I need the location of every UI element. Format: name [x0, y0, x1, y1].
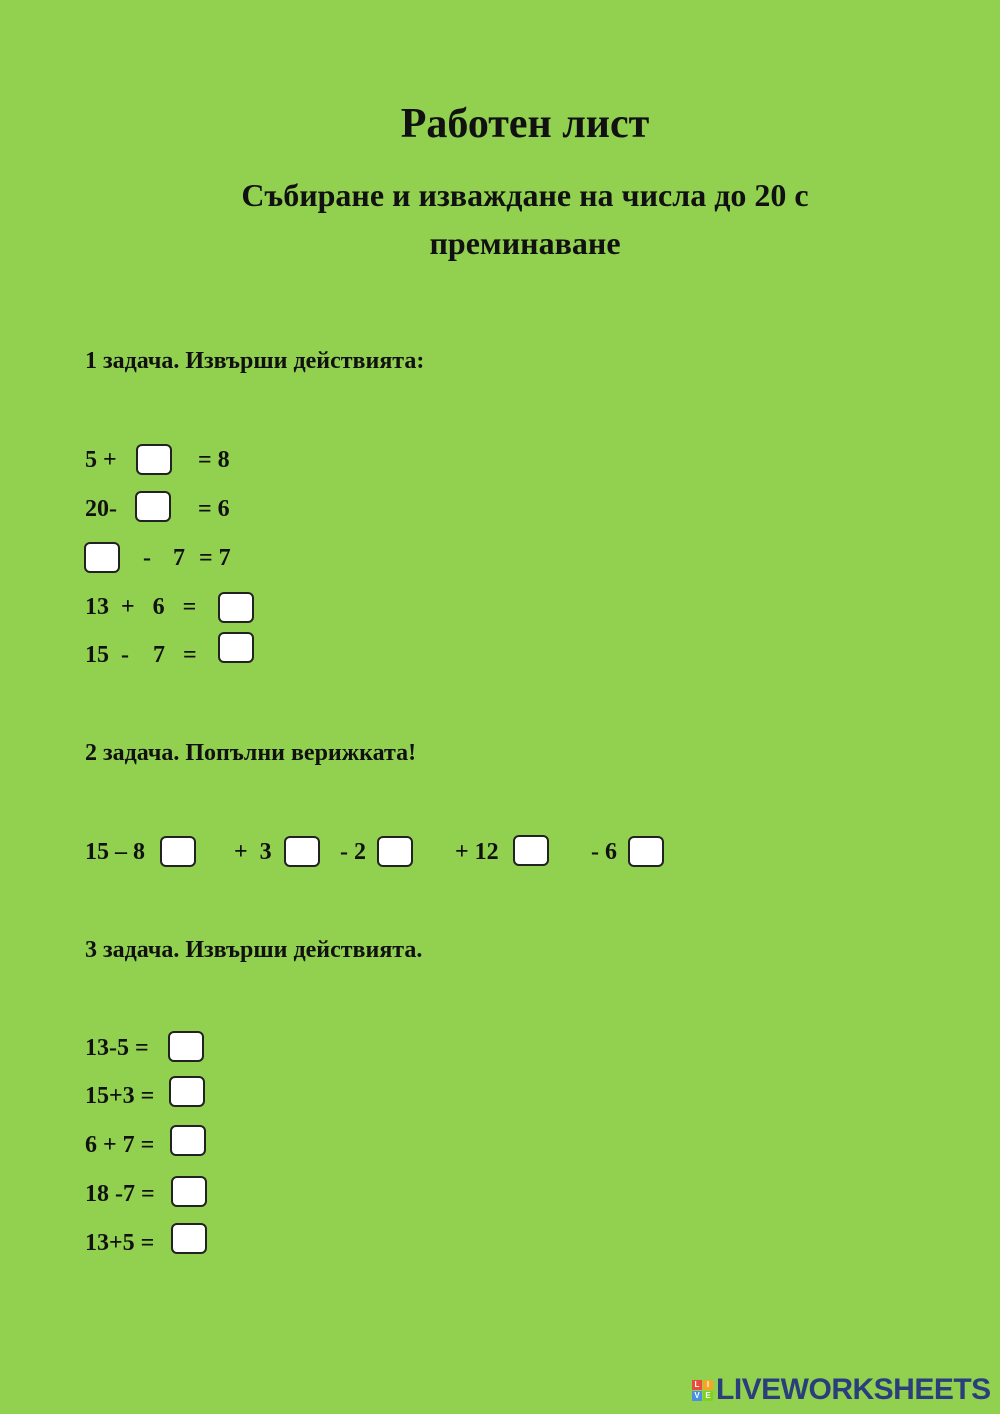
task2-chain-box-3[interactable]	[377, 836, 413, 867]
task1-row3-right: = 7	[199, 545, 231, 571]
task2-chain-step-5: - 6	[591, 839, 617, 865]
logo-block-l: L	[692, 1380, 702, 1390]
task1-heading: 1 задача. Извърши действията:	[85, 348, 425, 374]
task1-row1-right: = 8	[198, 447, 230, 473]
task3-row1-answer-box[interactable]	[168, 1031, 204, 1062]
liveworksheets-logo-icon	[692, 1380, 713, 1401]
task1-row1-answer-box[interactable]	[136, 444, 172, 475]
task3-row4-expression: 18 -7 =	[85, 1181, 155, 1207]
task2-chain-box-5[interactable]	[628, 836, 664, 867]
page-title: Работен лист	[400, 101, 650, 147]
task1-row1-left: 5 +	[85, 447, 117, 473]
task3-row2-answer-box[interactable]	[169, 1076, 205, 1107]
task1-row5-answer-box[interactable]	[218, 632, 254, 663]
task3-row4-answer-box[interactable]	[171, 1176, 207, 1207]
task3-row1-expression: 13-5 =	[85, 1035, 149, 1061]
logo-block-e: E	[703, 1391, 713, 1401]
task2-heading: 2 задача. Попълни верижката!	[85, 740, 417, 766]
page-subtitle-line2: преминаване	[429, 225, 621, 261]
task2-chain-box-2[interactable]	[284, 836, 320, 867]
task2-chain-box-1[interactable]	[160, 836, 196, 867]
task3-heading: 3 задача. Извърши действията.	[85, 937, 423, 963]
task3-row2-expression: 15+3 =	[85, 1083, 155, 1109]
task1-row3-answer-box[interactable]	[84, 542, 120, 573]
task1-row4-answer-box[interactable]	[218, 592, 254, 623]
task1-row2-left: 20-	[85, 496, 117, 522]
task1-row3-operand: 7	[173, 545, 185, 571]
task3-row5-answer-box[interactable]	[171, 1223, 207, 1254]
task2-chain-step-2: + 3	[234, 839, 272, 865]
task2-chain-step-4: + 12	[455, 839, 499, 865]
liveworksheets-logo-text: LIVEWORKSHEETS	[716, 1373, 991, 1406]
task2-chain-box-4[interactable]	[513, 835, 549, 866]
liveworksheets-logo	[692, 1374, 991, 1406]
logo-block-v: V	[692, 1391, 702, 1401]
task1-row2-right: = 6	[198, 496, 230, 522]
task3-row3-answer-box[interactable]	[170, 1125, 206, 1156]
logo-block-i: I	[703, 1380, 713, 1390]
task2-chain-start: 15 – 8	[85, 839, 145, 865]
task1-row3-operator: -	[143, 545, 151, 571]
task1-row4-expression: 13 + 6 =	[85, 594, 197, 620]
task1-row5-expression: 15 - 7 =	[85, 642, 197, 668]
task3-row5-expression: 13+5 =	[85, 1230, 155, 1256]
task1-row2-answer-box[interactable]	[135, 491, 171, 522]
task2-chain-step-3: - 2	[340, 839, 366, 865]
page-subtitle-line1: Събиране и изваждане на числа до 20 с	[241, 177, 809, 213]
task3-row3-expression: 6 + 7 =	[85, 1132, 155, 1158]
